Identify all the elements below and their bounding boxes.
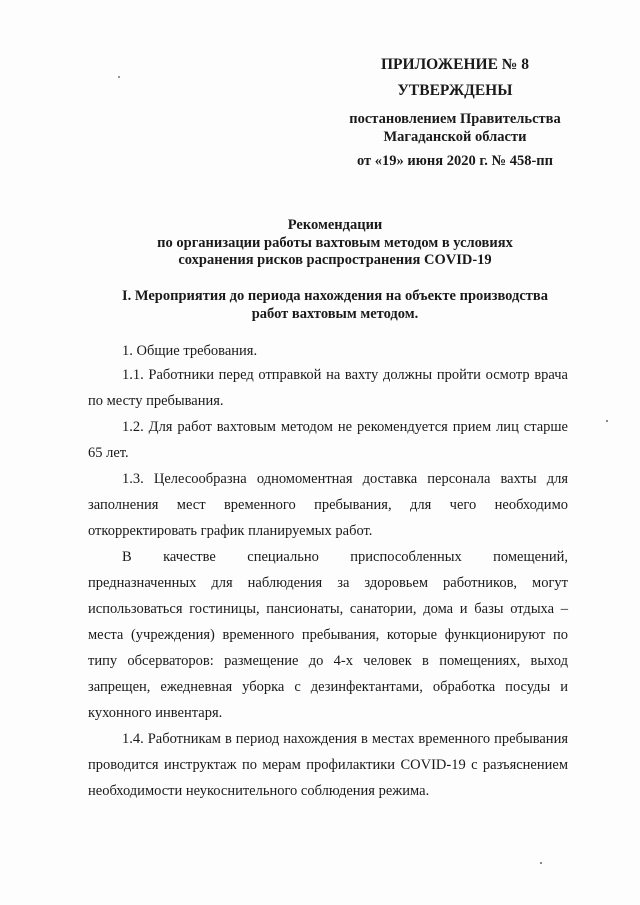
title-line-1: Рекомендации: [287, 217, 383, 233]
section-line-2: работ вахтовым методом.: [251, 306, 419, 322]
title-line-3: сохранения рисков распространения COVID-19: [178, 252, 492, 268]
appendix-number: ПРИЛОЖЕНИЕ № 8: [381, 56, 529, 73]
paragraph-text: В качестве специально приспособленных помещений, предназначенных для наблюдения за здоровьем работников, могут использоваться гостиницы, пансионаты, санатории, дома и базы отдыха – места (учреждения) временного пребывания, которые функционируют по типу обсерваторов: размещение до 4-х человек в помещениях, выход запрещен, ежедневная уборка с дезинфектантами, обработка посуды и кухонного инвентаря.: [88, 549, 568, 721]
paragraph-1-4: [88, 726, 568, 804]
paragraph-1-2: [88, 414, 568, 466]
scan-speck: [540, 862, 542, 864]
decree-reference: [330, 110, 580, 146]
paragraph-text: 1. Общие требования.: [122, 343, 258, 359]
paragraph-premises: [88, 544, 568, 726]
section-line-1: I. Мероприятия до периода нахождения на объекте производства: [121, 288, 548, 304]
paragraph-text: 1.4. Работникам в период нахождения в местах временного пребывания проводится инструктаж по мерам профилактики COVID-19 с разъяснением необходимости неукоснительного соблюдения режима.: [88, 731, 568, 799]
paragraph-text: 1.2. Для работ вахтовым методом не рекомендуется прием лиц старше 65 лет.: [88, 419, 568, 461]
paragraph-general-requirements: [88, 338, 568, 364]
approved-label: УТВЕРЖДЕНЫ: [397, 82, 513, 99]
section-heading: [80, 287, 590, 323]
paragraph-1-3: [88, 466, 568, 544]
scan-speck: [606, 420, 608, 422]
decree-date: от «19» июня 2020 г. № 458-пп: [357, 153, 553, 169]
decree-line-1: постановлением Правительства: [349, 111, 561, 127]
document-title: [60, 217, 610, 270]
paragraph-text: 1.3. Целесообразна одномоментная доставка персонала вахты для заполнения мест временного пребывания, для чего необходимо откорректировать график планируемых работ.: [88, 471, 568, 539]
decree-line-2: Магаданской области: [383, 129, 527, 145]
paragraph-text: 1.1. Работники перед отправкой на вахту должны пройти осмотр врача по месту пребывания.: [88, 367, 568, 409]
scan-speck: [118, 76, 120, 78]
title-line-2: по организации работы вахтовым методом в условиях: [157, 234, 513, 251]
paragraph-1-1: [88, 362, 568, 414]
